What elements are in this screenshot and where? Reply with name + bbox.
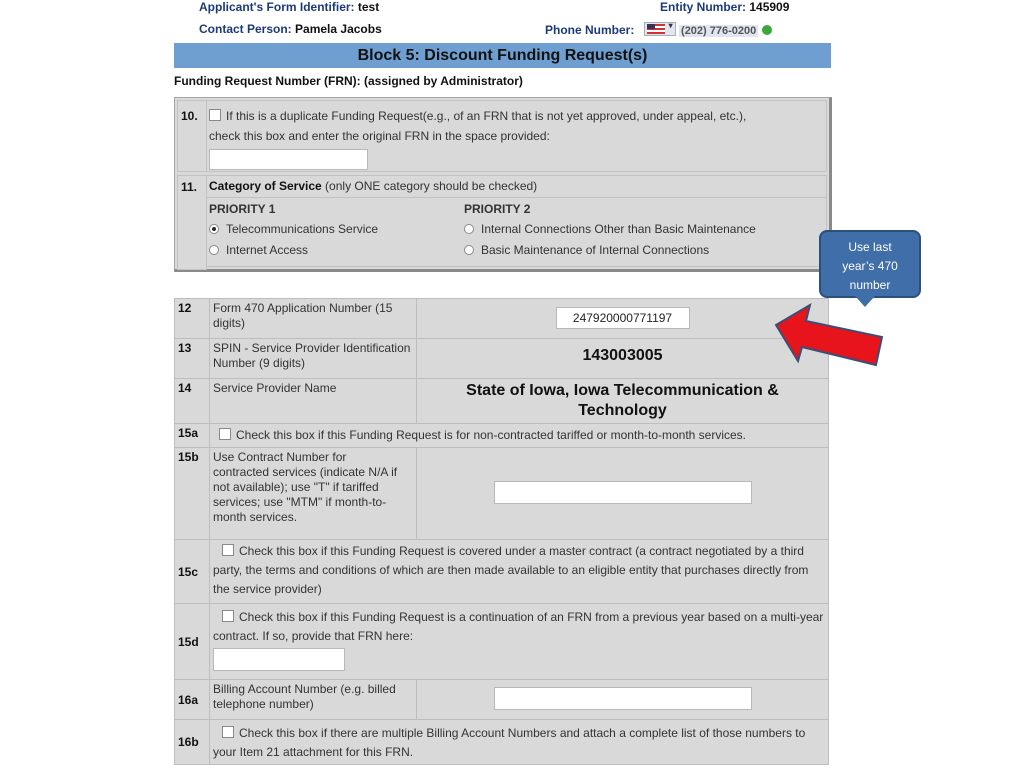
table-row: 13 SPIN - Service Provider Identification Number (9 digits) 143003005: [175, 339, 829, 379]
callout-note: Use last year’s 470 number: [819, 230, 921, 298]
entity-number: Entity Number: 145909: [660, 0, 790, 14]
red-arrow-icon: [772, 303, 892, 373]
billing-account-input[interactable]: [494, 687, 752, 710]
radio-internet-access[interactable]: [209, 245, 219, 255]
table-row: 12 Form 470 Application Number (15 digits) 247920000771197: [175, 299, 829, 339]
table-row: 16a Billing Account Number (e.g. billed telephone number): [175, 680, 829, 720]
table-row: 16b Check this box if there are multiple Billing Account Numbers and attach a complete list of those numbers to your Item 21 attachment for this FRN.: [175, 720, 829, 765]
original-frn-input[interactable]: [209, 149, 368, 170]
block-title: Block 5: Discount Funding Request(s): [174, 43, 831, 68]
arrow-shape: [776, 305, 882, 365]
spin-value: 143003005: [417, 339, 829, 379]
table-row: 15a Check this box if this Funding Request is for non-contracted tariffed or month-to-month services.: [175, 424, 829, 448]
radio-basic-maintenance[interactable]: [464, 245, 474, 255]
service-provider-name: State of Iowa, Iowa Telecommunication & Technology: [417, 379, 829, 424]
master-contract-checkbox[interactable]: [222, 544, 234, 556]
form-identifier: Applicant's Form Identifier: test: [199, 0, 380, 14]
table-row: 14 Service Provider Name State of Iowa, Iowa Telecommunication & Technology: [175, 379, 829, 424]
option-telecommunications[interactable]: Telecommunications Service: [209, 220, 378, 239]
item-10-cell: If this is a duplicate Funding Request(e.g., of an FRN that is not yet approved, under appeal, etc.), check this box and enter the original FRN in the space provided:: [206, 100, 827, 172]
tariffed-checkbox[interactable]: [219, 428, 231, 440]
table-row: 15d Check this box if this Funding Request is a continuation of an FRN from a previous year based on a multi-year contract. If so, provide that FRN here:: [175, 604, 829, 680]
frn-line: Funding Request Number (FRN): (assigned by Administrator): [174, 74, 523, 88]
flag-icon[interactable]: [644, 22, 676, 36]
option-internet-access[interactable]: Internet Access: [209, 241, 308, 260]
phone-number: Phone Number: ▾ (202) 776-0200: [545, 22, 772, 37]
item-11-options-cell: PRIORITY 1 PRIORITY 2 Telecommunications Service Internet Access Internal Connections Other than Basic Maintenance Basic Maintenance of Internal Connections: [206, 197, 827, 267]
chevron-down-icon: ▾: [668, 21, 673, 30]
item-11-title-cell: Category of Service (only ONE category should be checked): [206, 175, 827, 198]
table-row: 15c Check this box if this Funding Request is covered under a master contract (a contract negotiated by a third party, the terms and conditions of which are then made available to an eligible entity that purchases directly from the service provider): [175, 540, 829, 604]
multi-year-checkbox[interactable]: [222, 610, 234, 622]
option-internal-connections[interactable]: Internal Connections Other than Basic Maintenance: [464, 220, 756, 239]
duplicate-frn-checkbox[interactable]: [209, 109, 221, 121]
previous-frn-input[interactable]: [213, 648, 345, 671]
contact-person: Contact Person: Pamela Jacobs: [199, 22, 382, 36]
multiple-billing-checkbox[interactable]: [222, 726, 234, 738]
radio-telecommunications[interactable]: [209, 224, 219, 234]
item-10-number-cell: 10.: [177, 100, 207, 172]
contract-number-input[interactable]: [494, 481, 752, 504]
radio-internal-connections[interactable]: [464, 224, 474, 234]
item-11-number-cell: 11.: [177, 175, 207, 270]
option-basic-maintenance[interactable]: Basic Maintenance of Internal Connections: [464, 241, 709, 260]
items-10-11-panel: [174, 97, 832, 272]
phone-call-icon[interactable]: [762, 25, 772, 35]
form-470-number-input[interactable]: 247920000771197: [556, 307, 690, 329]
funding-request-table: [174, 298, 829, 765]
table-row: 15b Use Contract Number for contracted services (indicate N/A if not available); use "T" if tariffed services; use "MTM" if month-to-month services.: [175, 448, 829, 540]
